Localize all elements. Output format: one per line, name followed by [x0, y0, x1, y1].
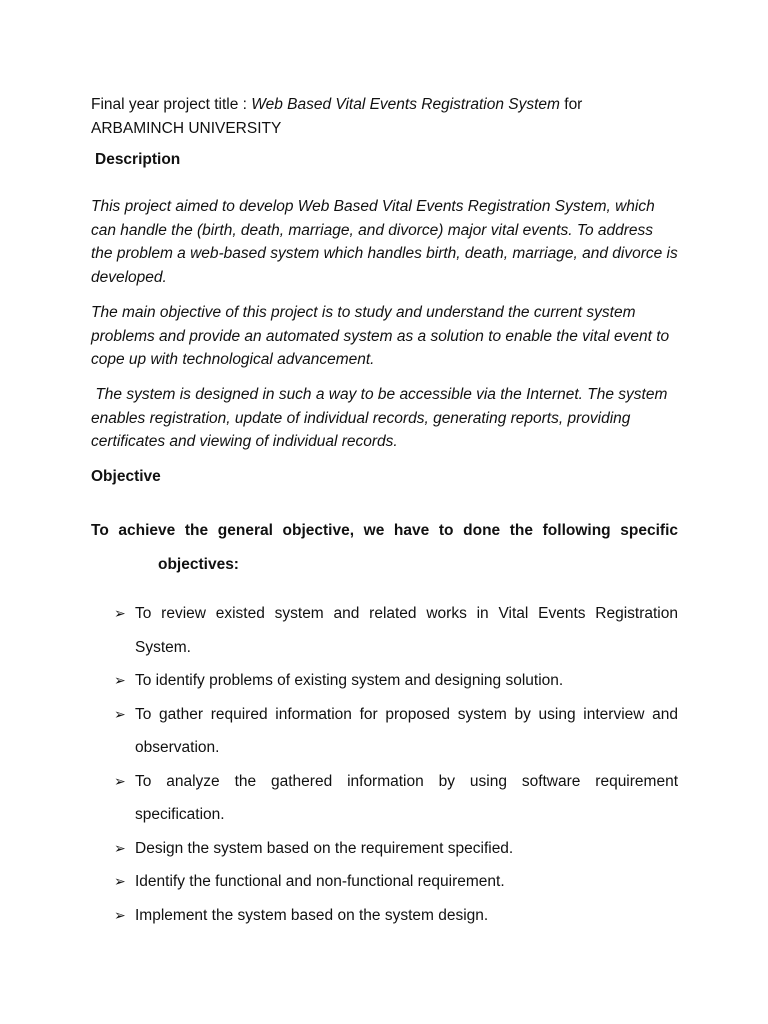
list-item-line-2: System.	[135, 638, 191, 656]
list-item	[114, 865, 678, 899]
list-item	[114, 698, 678, 765]
arrowhead-bullet-icon: ➢	[114, 839, 126, 856]
description-paragraph-2: The main objective of this project is to study and understand the current system problems and provide an automated system as a solution to enable the vital event to cope up with technological advancement.	[91, 304, 670, 369]
list-item-line-1: To analyze the gathered information by using software requirement	[135, 772, 678, 790]
description-heading: Description	[95, 151, 181, 168]
objective-heading: Objective	[91, 468, 161, 485]
list-item-line-2: specification.	[135, 806, 225, 823]
list-item-line-2: observation.	[135, 739, 220, 756]
list-item-line-1: To identify problems of existing system and designing solution.	[135, 672, 564, 689]
objective-intro-line-1: To achieve the general objective, we have to done the following specific	[91, 522, 678, 539]
arrowhead-bullet-icon: ➢	[114, 906, 126, 923]
arrowhead-bullet-icon: ➢	[114, 672, 126, 688]
arrowhead-bullet-icon: ➢	[114, 605, 126, 621]
title-suffix: for	[559, 96, 583, 113]
description-paragraph-1: This project aimed to develop Web Based Vital Events Registration System, which can handle the (birth, death, marriage, and divorce) major vital events. To address the problem a web-based system which handles birth, death, marriage, and divorce is developed.	[91, 198, 678, 286]
list-item-line-1: Implement the system based on the system design.	[135, 906, 489, 924]
title-italic: Web Based Vital Events Registration System	[251, 96, 560, 113]
list-item	[114, 899, 678, 933]
project-title	[91, 93, 678, 140]
arrowhead-bullet-icon: ➢	[114, 873, 126, 889]
title-prefix: Final year project title :	[91, 96, 252, 113]
list-item-line-1: To review existed system and related works in Vital Events Registration	[135, 605, 678, 622]
list-item-line-1: Identify the functional and non-functional requirement.	[135, 873, 505, 890]
objective-intro-line-2: objectives:	[158, 556, 239, 573]
list-item-line-1: To gather required information for proposed system by using interview and	[135, 705, 678, 723]
description-paragraph-3-text: The system is designed in such a way to be accessible via the Internet. The system enables registration, update of individual records, generating reports, providing certificates and viewing of individual records.	[91, 386, 672, 451]
list-item	[114, 664, 678, 698]
list-item-line-1: Design the system based on the requirement specified.	[135, 839, 514, 857]
list-item	[114, 597, 678, 664]
arrowhead-bullet-icon: ➢	[114, 705, 126, 722]
description-paragraph-3	[91, 383, 678, 454]
title-university: ARBAMINCH UNIVERSITY	[91, 119, 282, 137]
objective-intro	[91, 514, 678, 582]
objectives-list	[114, 597, 678, 932]
list-item	[114, 832, 678, 866]
list-item	[114, 765, 678, 832]
arrowhead-bullet-icon: ➢	[114, 772, 126, 789]
